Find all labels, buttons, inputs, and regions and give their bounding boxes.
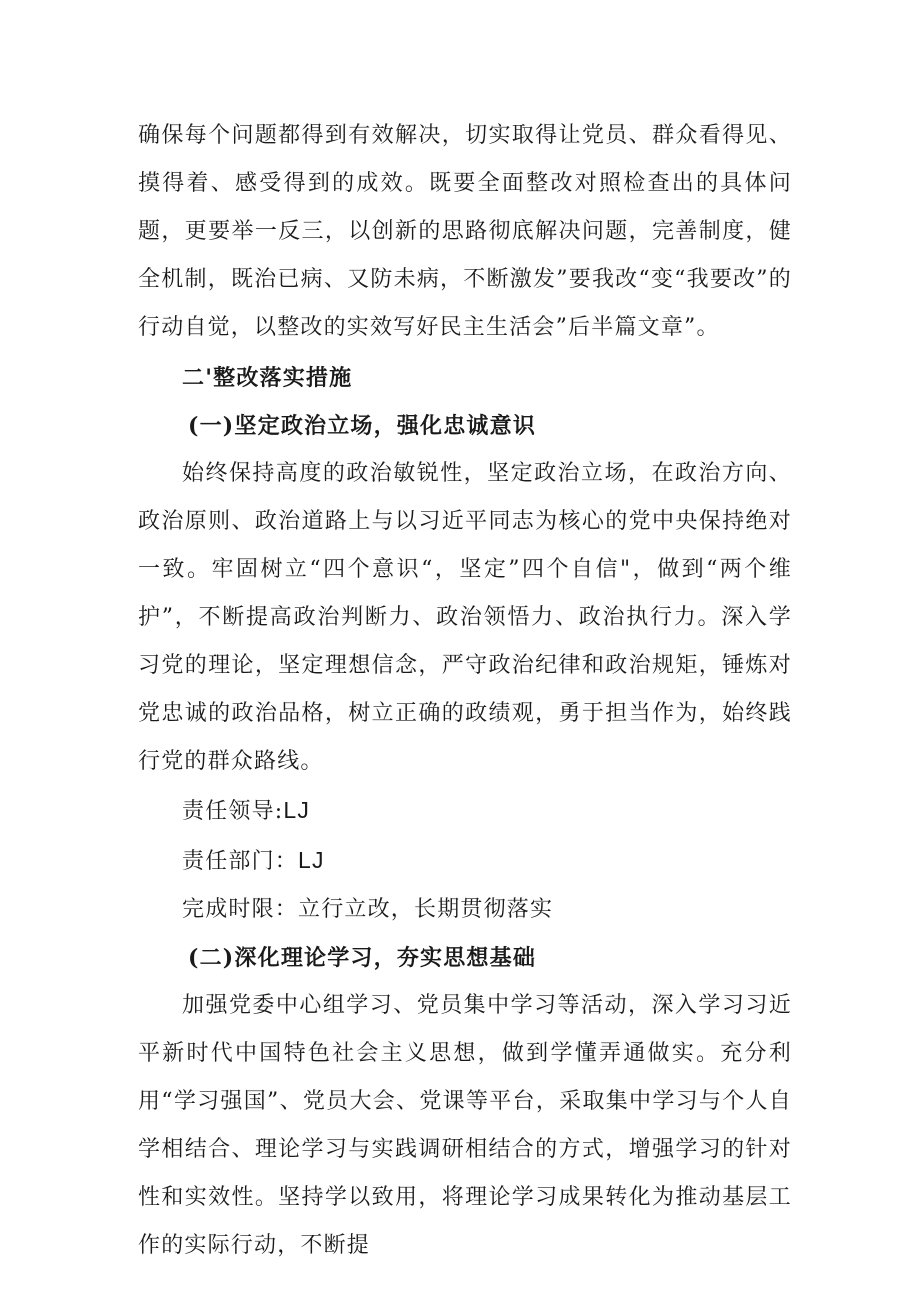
measure-1-heading: (一)坚定政治立场，强化忠诚意识 bbox=[188, 413, 537, 439]
responsible-department-value: LJ bbox=[298, 847, 325, 873]
responsible-leader-label: 责任领导: bbox=[182, 799, 284, 824]
section-heading: 二'整改落实措施 bbox=[182, 365, 353, 391]
responsible-leader bbox=[138, 786, 792, 836]
measure-2-heading: (二)深化理论学习，夯实思想基础 bbox=[188, 945, 537, 971]
measure-2-body: 加强党委中心组学习、党员集中学习等活动，深入学习习近平新时代中国特色社会主义思想，做到学懂弄通做实。充分利用“学习强国”、党员大会、党课等平台，采取集中学习与个人自学相结合、理论学习与实践调研相结合的方式，增强学习的针对性和实效性。坚持学以致用，将理论学习成果转化为推动基层工作的实际行动，不断提 bbox=[138, 993, 792, 1258]
measure-1-body: 始终保持高度的政治敏锐性，坚定政治立场，在政治方向、政治原则、政治道路上与以习近平同志为核心的党中央保持绝对一致。牢固树立“四个意识“，坚定”四个自信"，做到“两个维护”，不断提高政治判断力、政治领悟力、政治执行力。深入学习党的理论，坚定理想信念，严守政治纪律和政治规矩，锤炼对党忠诚的政治品格，树立正确的政绩观，勇于担当作为，始终践行党的群众路线。 bbox=[138, 461, 792, 774]
completion-deadline: 完成时限：立行立改，长期贯彻落实 bbox=[182, 897, 554, 922]
intro-paragraph: 确保每个问题都得到有效解决，切实取得让党员、群众看得见、摸得着、感受得到的成效。既要全面整改对照检查出的具体问题，更要举一反三，以创新的思路彻底解决问题，完善制度，健全机制，既治已病、又防未病，不断激发”要我改“变“我要改”的行动自觉，以整改的实效写好民主生活会”后半篇文章”。 bbox=[138, 123, 792, 340]
responsible-department bbox=[138, 836, 792, 886]
responsible-leader-value: LJ bbox=[283, 797, 311, 823]
responsible-department-label: 责任部门： bbox=[182, 849, 299, 874]
